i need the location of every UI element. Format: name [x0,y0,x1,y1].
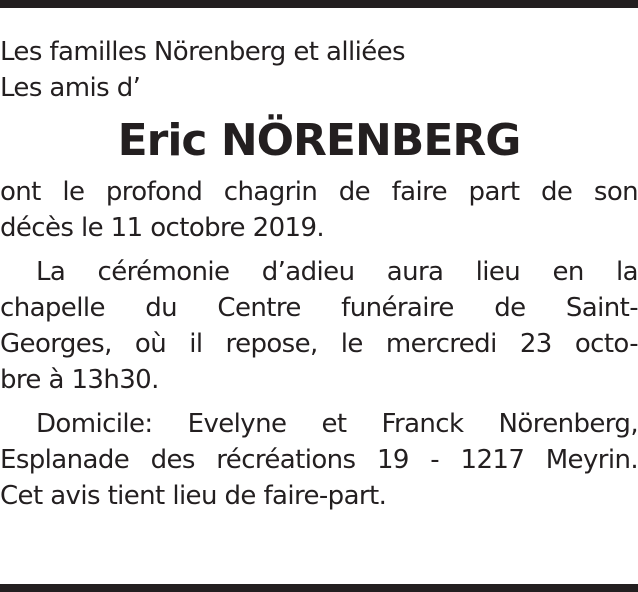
ceremony-line-2: chapelle du Centre funéraire de Saint- [0,293,638,323]
bottom-border-rule [0,584,638,592]
death-notice [0,34,638,514]
announcement-line-2: décès le 11 octobre 2019. [0,213,325,243]
closing-line: Cet avis tient lieu de faire-part. [0,481,387,511]
announcement-line-1: ont le profond chagrin de faire part de son [0,177,638,207]
ceremony-line-4: bre à 13h30. [0,365,159,395]
intro-line-friends: Les amis d’ [0,73,141,103]
intro-line-families: Les familles Nörenberg et alliées [0,37,405,67]
top-border-rule [0,0,638,8]
deceased-name: Eric NÖRENBERG [117,115,521,166]
residence-line-1: Domicile: Evelyne et Franck Nörenberg, [36,409,638,439]
ceremony-line-3: Georges, où il repose, le mercredi 23 octo- [0,329,638,359]
residence-line-2: Esplanade des récréations 19 - 1217 Meyrin. [0,445,638,475]
ceremony-line-1: La cérémonie d’adieu aura lieu en la [36,257,638,287]
